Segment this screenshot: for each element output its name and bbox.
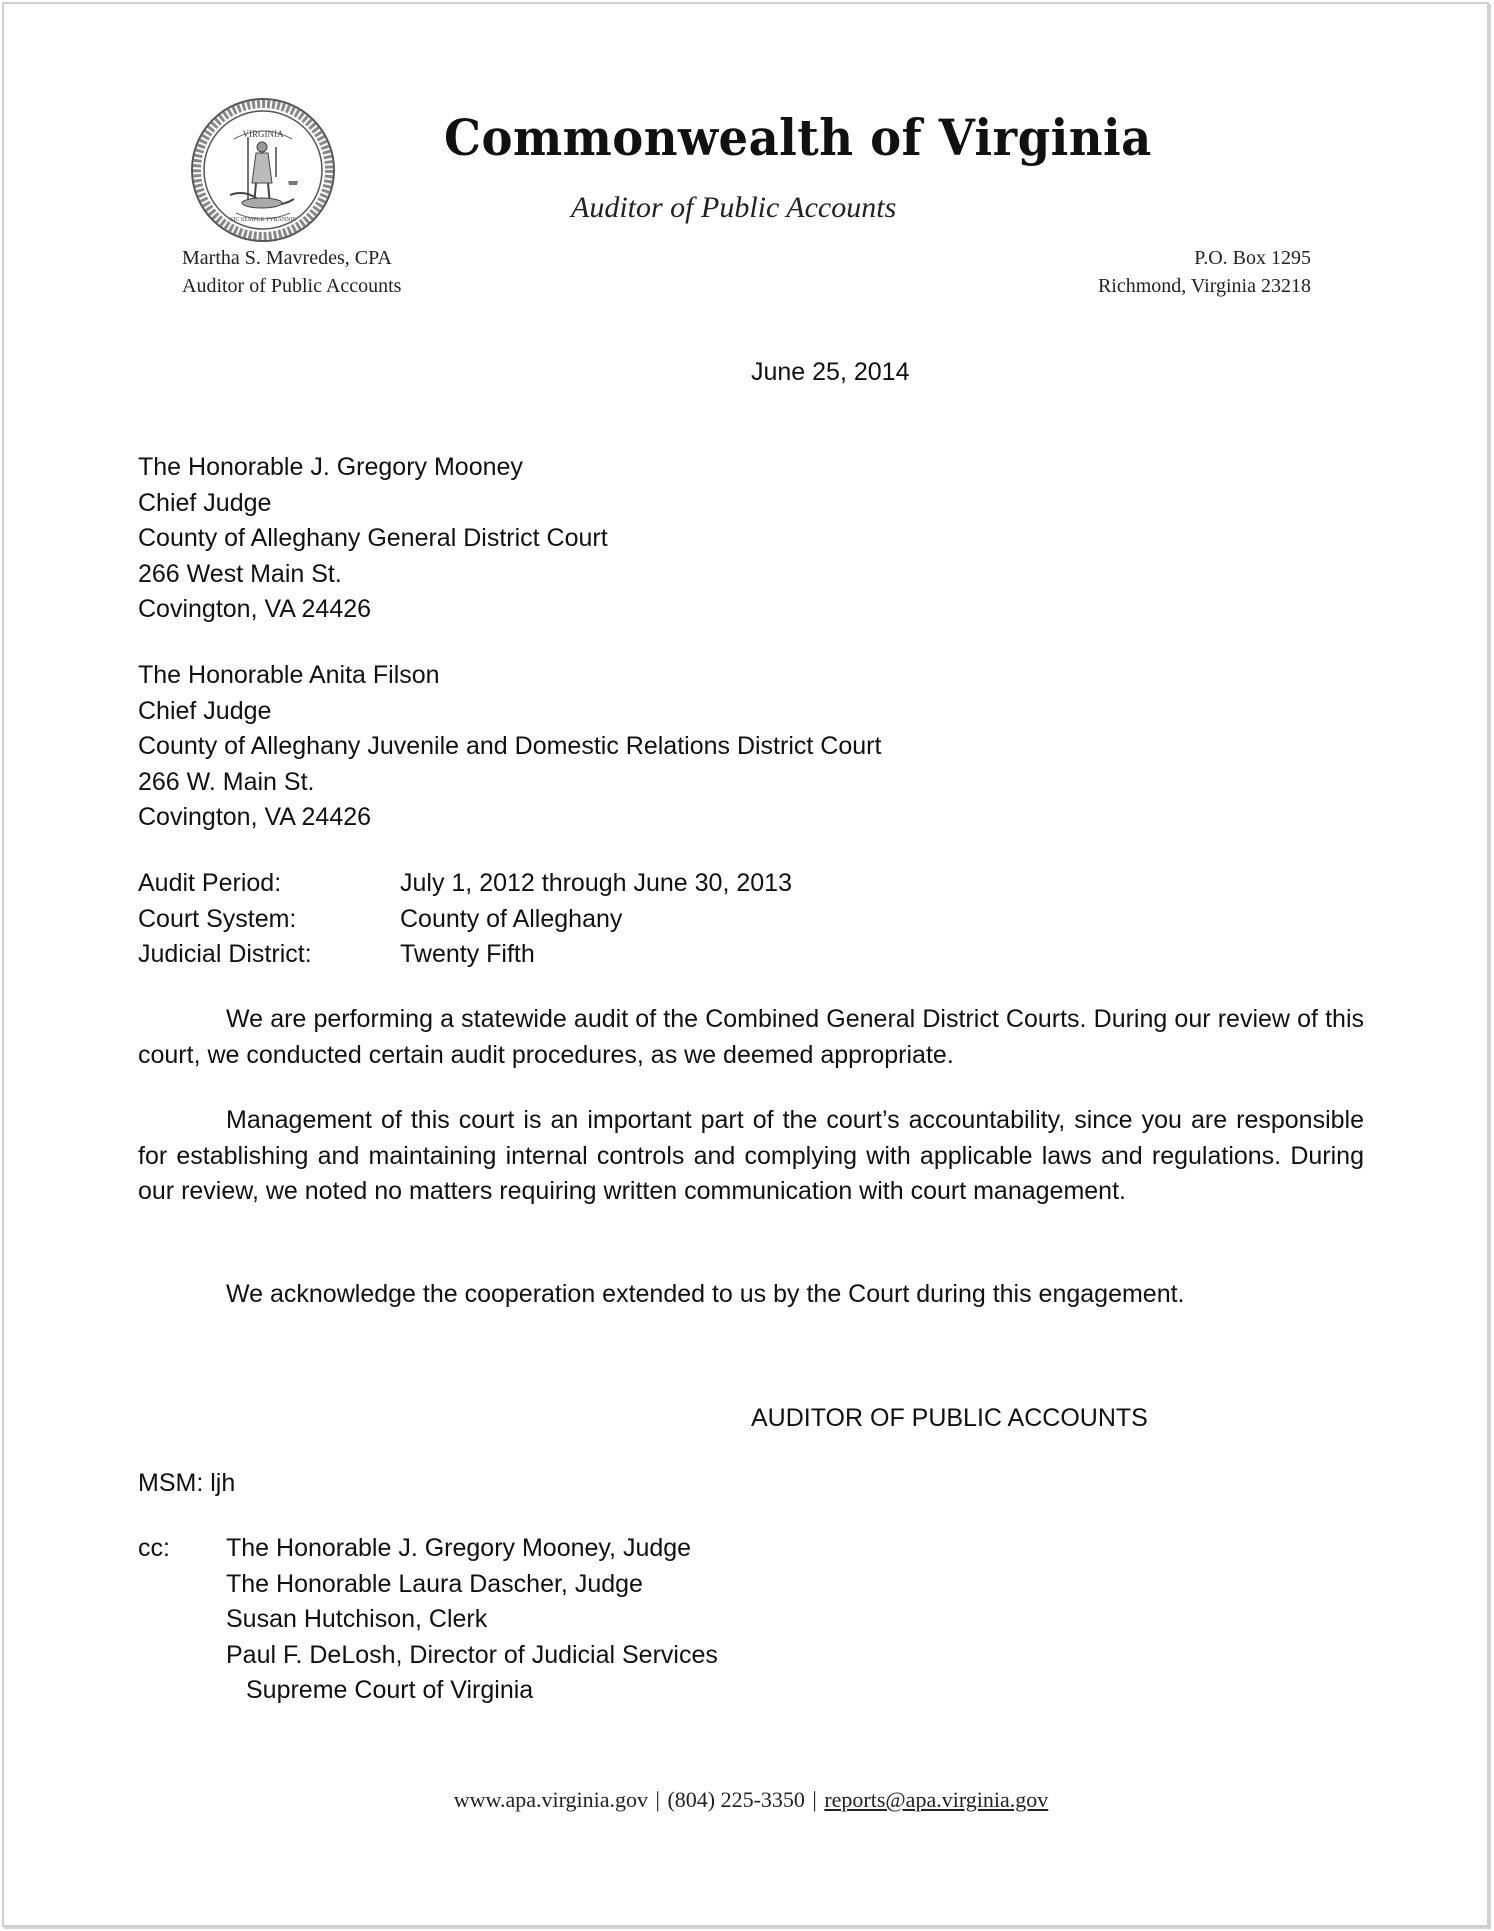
meta-label: Audit Period: [138,869,282,897]
auditor-title: Auditor of Public Accounts [182,275,402,297]
cc-label: cc: [138,1534,170,1562]
audit-period-row [138,866,792,902]
body-paragraph: Management of this court is an important part of the court’s accountability, since you are responsible for establishing and maintaining internal controls and complying with applicable laws and regulations. During our review, we noted no matters requiring written communication with court management. [138,1106,1364,1206]
recipient-address-1 [138,450,608,628]
footer-separator: | [812,1787,817,1812]
address-line: The Honorable J. Gregory Mooney [138,453,523,481]
address-line: 266 W. Main St. [138,767,315,796]
footer-contact [4,1787,1494,1813]
meta-value: Twenty Fifth [400,940,535,969]
judicial-district-row [138,937,792,973]
cc-line: Susan Hutchison, Clerk [226,1605,488,1634]
meta-value: County of Alleghany [400,904,623,933]
reference-initials: MSM: ljh [138,1469,236,1497]
footer-separator: | [655,1787,660,1812]
svg-text:VIRGINIA: VIRGINIA [242,129,284,139]
meta-value: July 1, 2012 through June 30, 2013 [400,869,792,897]
body-paragraph: We acknowledge the cooperation extended to us by the Court during this engagement. [226,1280,1185,1308]
footer-website-link[interactable]: www.apa.virginia.gov [453,1787,649,1812]
meta-label: Court System: [138,904,297,933]
footer-email-link[interactable]: reports@apa.virginia.gov [824,1787,1049,1812]
letterhead-auditor-block [182,244,401,300]
address-line: The Honorable Anita Filson [138,661,440,689]
audit-details [138,866,792,973]
address-line: 266 West Main St. [138,559,342,588]
letterhead-title: Commonwealth of Virginia [444,108,1152,167]
footer-phone: (804) 225-3350 [667,1787,805,1812]
letter-page [2,2,1489,1927]
address-line: Covington, VA 24426 [138,595,372,624]
svg-text:SIC SEMPER TYRANNIS: SIC SEMPER TYRANNIS [230,217,296,223]
address-line: County of Alleghany General District Court [138,524,608,553]
cc-line: The Honorable Laura Dascher, Judge [226,1569,643,1598]
letterhead-subtitle: Auditor of Public Accounts [571,191,897,224]
cc-recipients [226,1531,718,1709]
address-line: Chief Judge [138,488,272,517]
body-paragraph: We are performing a statewide audit of the Combined General District Courts. During our review of this court, we conducted certain audit procedures, as we deemed appropriate. [138,1005,1364,1069]
cc-list [138,1531,718,1709]
cc-sub-line: Supreme Court of Virginia [246,1676,534,1705]
cc-line: Paul F. DeLosh, Director of Judicial Services [226,1640,718,1669]
signature-block: AUDITOR OF PUBLIC ACCOUNTS [751,1404,1148,1432]
address-line: County of Alleghany Juvenile and Domestic Relations District Court [138,732,882,761]
city-state-zip: Richmond, Virginia 23218 [1097,275,1311,297]
address-line: Chief Judge [138,696,272,725]
po-box: P.O. Box 1295 [1194,247,1311,269]
auditor-name: Martha S. Mavredes, CPA [182,247,392,269]
letterhead-address-block [1098,244,1311,300]
letter-date: June 25, 2014 [751,358,910,386]
court-system-row [138,902,792,938]
meta-label: Judicial District: [138,940,312,969]
recipient-address-2 [138,658,881,836]
cc-line: The Honorable J. Gregory Mooney, Judge [226,1534,692,1562]
address-line: Covington, VA 24426 [138,803,372,832]
virginia-seal-icon [190,97,336,243]
